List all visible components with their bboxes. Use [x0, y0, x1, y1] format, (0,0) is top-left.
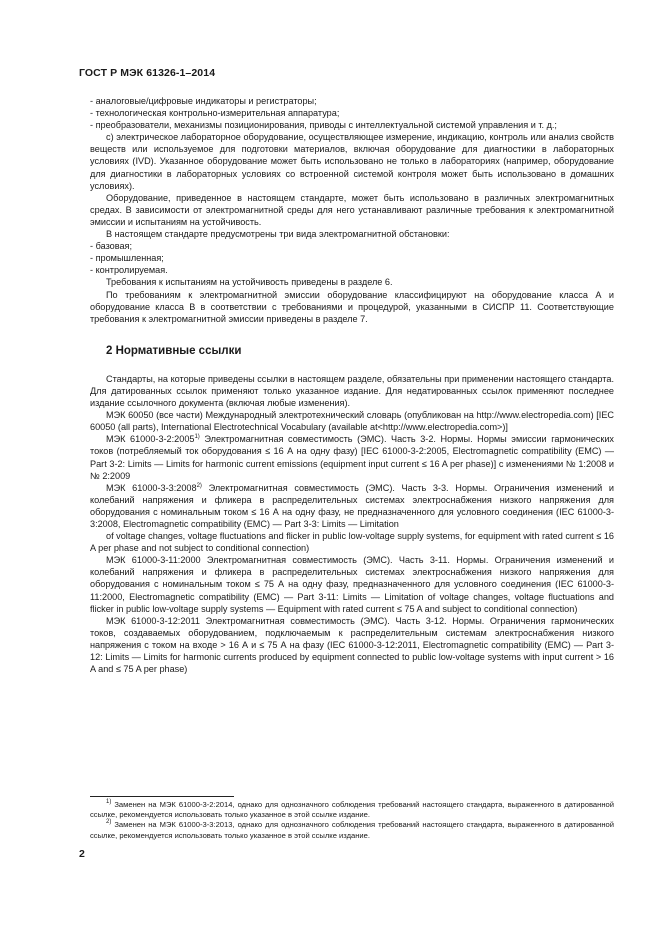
- page-number: 2: [79, 848, 85, 860]
- reference-continuation: of voltage changes, voltage fluctuations and flicker in public low-voltage supply systems, for equipment with rated current ≤ 16 A per phase and not subject to conditional connection): [90, 531, 614, 554]
- footnote-marker: 1): [106, 799, 112, 805]
- list-item: - контролируемая.: [90, 265, 168, 276]
- footnote: [90, 820, 614, 840]
- reference-iec-61000-3-11: МЭК 61000-3-11:2000 Электромагнитная совместимость (ЭМС). Часть 3-11. Нормы. Ограничения изменений и колебаний напряжения и фликера в распределительных системах электроснабжения низкого напряжения для оборудования с номинальным током ≤ 75 А на одну фазу, предназначенного для условного соединения (IEC 61000-3-11:2000, Electromagnetic compatibility (EMC) — Part 3-11: Limits — Limitation of voltage changes, voltage fluctuations and flicker in public low-voltage supply systems — Equipment with rated current ≤ 75 A and subject to conditional connection): [90, 555, 614, 614]
- footnote-marker: 2): [106, 819, 112, 826]
- reference-title: Электромагнитная совместимость (ЭМС). Часть 3-2. Нормы. Нормы эмиссии гармонических токов (потребляемый ток оборудования ≤ 16 А на одну фазу) [IEC 61000-3-2:2005, Electromagnetic compatibility (EMC) — Part 3-2: Limits — Limits for harmonic current emissions (equipment input current ≤ 16 A per phase)] с изменениями № 1:2008 и № 2:2009: [90, 434, 614, 481]
- reference-iec-61000-3-3: [90, 482, 614, 530]
- main-text: [90, 95, 614, 675]
- reference-iec-61000-3-12: МЭК 61000-3-12:2011 Электромагнитная совместимость (ЭМС). Часть 3-12. Нормы. Ограничения гармонических токов, создаваемых оборудованием, подключаемым к распределительным системам электроснабжения низкого напряжения с током на входе > 16 А и ≤ 75 А на фазу (IEC 61000-3-12:2011, Electromagnetic compatibility (EMC) — Part 3-12: Limits — Limits for harmonic currents produced by equipment connected to public low-voltage systems with input current > 16 A and ≤ 75 A per phase): [90, 615, 614, 675]
- list-item: - промышленная;: [90, 253, 164, 264]
- list-item: - преобразователи, механизмы позиционирования, приводы с интеллектуальной системой управления и т. д.;: [90, 120, 557, 131]
- paragraph: с) электрическое лабораторное оборудование, осуществляющее измерение, индикацию, контроль или анализ свойств веществ или используемое для подготовки материалов, включая оборудование для диагностики в лабораторных условиях (IVD). Указанное оборудование может быть использовано не только в лабораториях (например, оборудование для диагностики в лабораторных условиях со встроенной системой контроля может быть использовано в домашних условиях).: [90, 132, 614, 191]
- section-heading: 2 Нормативные ссылки: [106, 344, 242, 357]
- paragraph: Оборудование, приведенное в настоящем стандарте, может быть использовано в различных электромагнитных средах. В зависимости от электромагнитной среды для него устанавливают различные требования к электромагнитной эмиссии и испытаниям на устойчивость.: [90, 192, 614, 227]
- footnotes: [90, 800, 614, 841]
- footnote-marker: 2): [196, 482, 202, 489]
- reference-code: МЭК 61000-3-3:2008: [106, 482, 197, 493]
- list-item: - технологическая контрольно-измерительная аппаратура;: [90, 108, 340, 119]
- list-item: - аналоговые/цифровые индикаторы и регистраторы;: [90, 96, 317, 106]
- reference-title: Электромагнитная совместимость (ЭМС). Часть 3-3. Нормы. Ограничения изменений и колебаний напряжения и фликера в распределительных системах электроснабжения низкого напряжения для оборудования с номинальным током ≤ 16 А на одну фазу, не предназначенного для условного соединения (IEC 61000-3-3:2008, Electromagnetic compatibility (EMC) — Part 3-3: Limits — Limitation: [90, 482, 615, 529]
- footnote-text: Заменен на МЭК 61000-3-3:2013, однако для однозначного соблюдения требований настоящего стандарта, выраженного в датированной ссылке, рекомендуется использовать только указанное в этой ссылке издание.: [90, 820, 614, 840]
- footnote: [90, 800, 614, 820]
- paragraph: В настоящем стандарте предусмотрены три вида электромагнитной обстановки:: [106, 229, 450, 240]
- paragraph: Требования к испытаниям на устойчивость приведены в разделе 6.: [106, 277, 393, 288]
- paragraph-list: [90, 95, 614, 325]
- reference-iec-61000-3-2: [90, 433, 614, 481]
- footnote-marker: 1): [194, 434, 200, 441]
- reference-iec-60050: МЭК 60050 (все части) Международный электротехнический словарь (опубликован на http://www.electropedia.com) [IEC 60050 (all parts), International Electrotechnical Vocabulary (available at<http://www.electropedia.com>)]: [90, 410, 614, 433]
- footnote-text: Заменен на МЭК 61000-3-2:2014, однако для однозначного соблюдения требований настоящего стандарта, выраженного в датированной ссылке, рекомендуется использовать только указанное в этой ссылке издание.: [90, 800, 614, 820]
- section-intro: Стандарты, на которые приведены ссылки в настоящем разделе, обязательны при применении настоящего стандарта. Для датированных ссылок применяют только указанное издание. Для недатированных ссылок применяют последнее издание ссылочного документа (включая любые изменения).: [90, 373, 614, 409]
- page-header: ГОСТ Р МЭК 61326-1–2014: [79, 67, 216, 79]
- paragraph: По требованиям к электромагнитной эмиссии оборудование классифицируют на оборудование класса А и оборудование класса В в соответствии с требованиями и процедурой, указанными в СИСПР 11. Соответствующие требования к электромагнитной эмиссии приведены в разделе 7.: [90, 289, 614, 324]
- reference-code: МЭК 61000-3-2:2005: [106, 434, 195, 445]
- list-item: - базовая;: [90, 241, 133, 252]
- footnote-separator: [90, 796, 234, 797]
